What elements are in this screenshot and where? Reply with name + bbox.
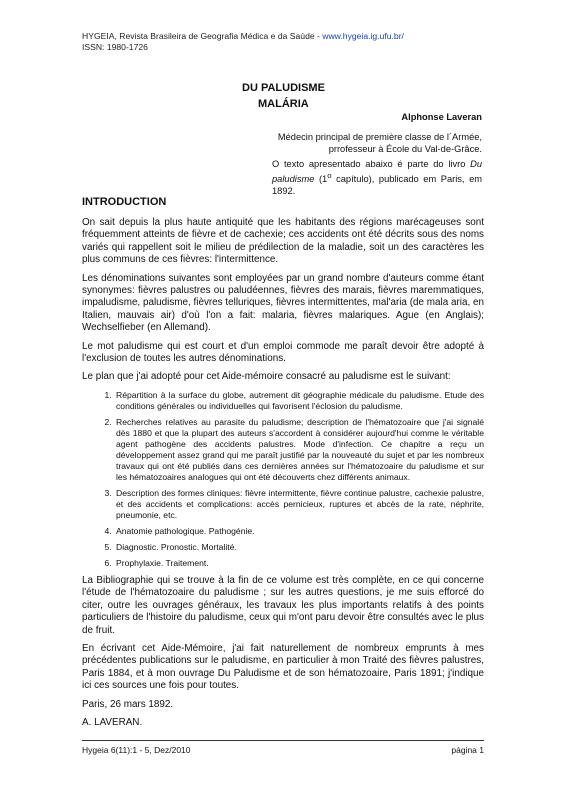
list-item: 5. Diagnostic. Pronostic. Mortalité. bbox=[114, 542, 484, 553]
author-name: Alphonse Laveran bbox=[401, 112, 482, 122]
list-item: 4. Anatomie pathologique. Pathogénie. bbox=[114, 526, 484, 537]
page-number: página 1 bbox=[451, 745, 484, 755]
paragraph: La Bibliographie qui se trouve à la fin de ce volume est très complète, en ce qui concerne l'étude de l'hématozoaire du paludisme ; sur les autres questions, je me suis efforcé do citer, outre les ouvrages généraux, les travaux les plus importants relatifs à des points particuliers de l'histoire du paludisme, ceux qui m'ont paru devoir être consultés avec le plus de fruit. bbox=[82, 574, 484, 636]
section-heading: INTRODUCTION bbox=[82, 196, 167, 208]
editor-note bbox=[272, 158, 482, 197]
paragraph: Le mot paludisme qui est court et d'un emploi commode me paraît devoir être adopté à l'exclusion de toutes les autres dénominations. bbox=[82, 340, 484, 365]
list-item: 2. Recherches relatives au parasite du paludisme; description de l'hématozoaire que j'ai signalé dès 1880 et que la plupart des auteurs s'accordent à considérer aujourd'hui comme le véritable agent pathogène des accidents palustres. Mode d'infection. Ce chapitre a reçu un développement assez grand qui me paraît justifié par la nouveauté du sujet et par les nombreux travaux qui ont été publiés dans ces dernières années sur l'hématozoaire du paludisme et sur les hématozoaires analogues qui ont été découverts chez différents animaux. bbox=[114, 417, 484, 483]
author-affiliation bbox=[272, 131, 482, 155]
issn: ISSN: 1980-1726 bbox=[82, 42, 148, 52]
signature: A. LAVERAN. bbox=[82, 716, 143, 728]
date-line: Paris, 26 mars 1892. bbox=[82, 698, 174, 710]
note-superscript: o bbox=[327, 171, 332, 180]
note-text: capítulo), publicado em Paris, em 1892. bbox=[272, 174, 482, 197]
list-item: 6. Prophylaxie. Traitement. bbox=[114, 558, 484, 569]
paragraph: Les dénominations suivantes sont employées par un grand nombre d'auteurs comme étant synonymes: fièvres palustres ou paludéennes, fièvres des marais, fièvres maremmatiques, impaludisme, paludisme, fièvres telluriques, fièvres intermittentes, mal'aria (de mala aria, en Italien, mauvais air) d'où l'on a fait: malaria, fièvres malariques. Ague (en Anglais); Wechselfieber (en Allemand). bbox=[82, 272, 484, 334]
list-item: 1. Répartition à la surface du globe, autrement dit géographie médicale du paludisme. Etude des conditions générales ou individuelles qui favorisent l'éclosion du paludisme. bbox=[114, 390, 484, 412]
paragraph: Le plan que j'ai adopté pour cet Aide-mémoire consacré au paludisme est le suivant: bbox=[82, 371, 451, 383]
note-text: (1 bbox=[314, 174, 328, 185]
journal-name: HYGEIA, Revista Brasileira de Geografia Médica e da Saúde - bbox=[82, 31, 323, 41]
note-book-title: Du paludisme bbox=[272, 159, 482, 185]
note-text: O texto apresentado abaixo é parte do livro bbox=[272, 159, 471, 169]
article-subtitle: MALÁRIA bbox=[258, 98, 309, 110]
page-footer bbox=[82, 740, 484, 755]
paragraph: On sait depuis la plus haute antiquité que les habitants des régions marécageuses sont fréquemment atteints de fièvre et de cachexie; ces accidents ont été décrits sous des noms variés qui rappellent soit le milieu de prédilection de la maladie, soit un des caractères les plus communs de ces fièvres: l'intermittence. bbox=[82, 217, 484, 266]
journal-header bbox=[82, 31, 404, 53]
article-body bbox=[82, 217, 484, 735]
affiliation-line: Médecin principal de première classe de l´Armée, bbox=[277, 132, 482, 142]
affiliation-line: prrofesseur à École du Val-de-Grâce. bbox=[328, 144, 482, 154]
article-title: DU PALUDISME bbox=[242, 82, 325, 94]
citation: Hygeia 6(11):1 - 5, Dez/2010 bbox=[82, 745, 191, 755]
list-item: 3. Description des formes cliniques: fièvre intermittente, fièvre continue palustre, cachexie palustre, et des accidents et complications: accès pernicieux, ruptures et abcès de la rate, néphrite, pneumonie, etc. bbox=[114, 488, 484, 521]
paragraph: En écrivant cet Aide-Mémoire, j'ai fait naturellement de nombreux emprunts à mes précédentes publications sur le paludisme, en particulier à mon Traité des fièvres palustres, Paris 1884, et à mon ouvrage Du Paludisme et de son hématozoaire, Paris 1891; j'indique ici ces sources une fois pour toutes. bbox=[82, 642, 484, 692]
journal-url-link[interactable]: www.hygeia.ig.ufu.br/ bbox=[322, 31, 404, 41]
plan-list bbox=[82, 390, 484, 569]
